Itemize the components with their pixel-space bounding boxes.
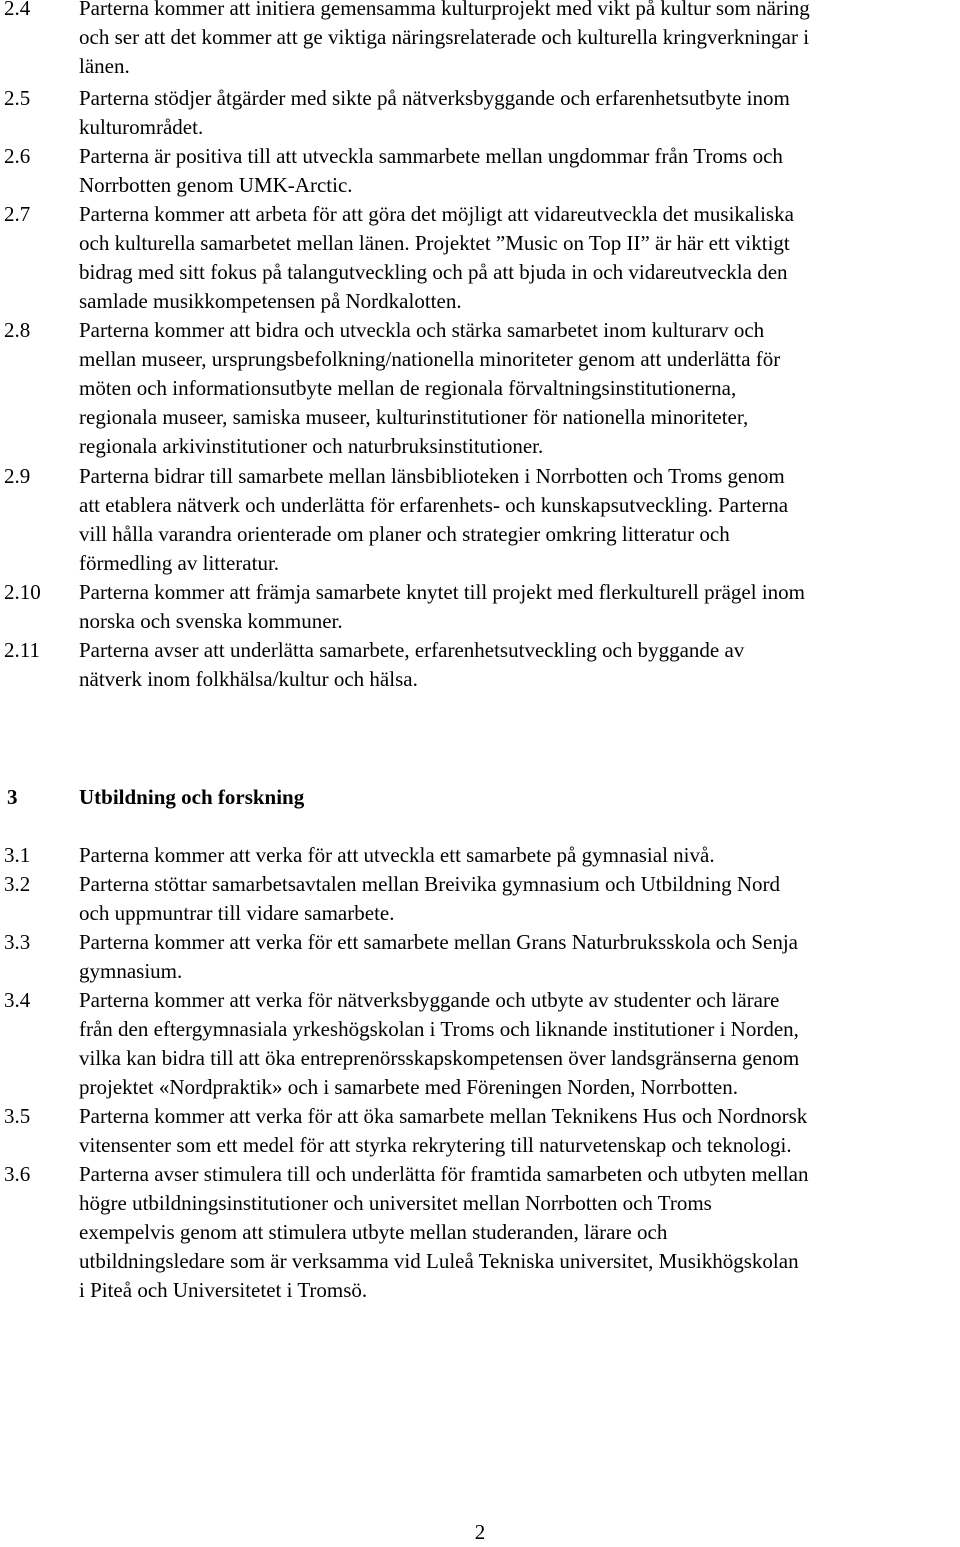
item-number: 2.5 [4, 86, 31, 110]
item-number: 2.9 [4, 464, 31, 488]
item-number: 2.10 [4, 580, 41, 604]
item-number: 3.2 [4, 872, 31, 896]
item-line: från den eftergymnasiala yrkeshögskolan i Troms och liknande institutioner i Norden, [79, 1017, 799, 1041]
item-line: nätverk inom folkhälsa/kultur och hälsa. [79, 667, 418, 691]
item-line: norska och svenska kommuner. [79, 609, 343, 633]
list-item-2-8 [0, 316, 960, 461]
item-line: Norrbotten genom UMK-Arctic. [79, 173, 353, 197]
item-line: kulturområdet. [79, 115, 204, 139]
item-line: exempelvis genom att stimulera utbyte mellan studeranden, lärare och [79, 1220, 668, 1244]
list-item-3-5 [0, 1102, 960, 1160]
item-line: Parterna kommer att främja samarbete knytet till projekt med flerkulturell prägel inom [79, 580, 805, 604]
item-line: Parterna är positiva till att utveckla sammarbete mellan ungdommar från Troms och [79, 144, 783, 168]
item-line: regionala museer, samiska museer, kulturinstitutioner för nationella minoriteter, [79, 405, 749, 429]
item-line: vill hålla varandra orienterade om planer och strategier omkring litteratur och [79, 522, 730, 546]
item-text [79, 1102, 959, 1160]
item-line: regionala arkivinstitutioner och naturbruksinstitutioner. [79, 434, 544, 458]
list-item-3-6 [0, 1160, 960, 1305]
item-number: 3.5 [4, 1104, 31, 1128]
item-text [79, 462, 959, 578]
item-line: Parterna kommer att verka för nätverksbyggande och utbyte av studenter och lärare [79, 988, 780, 1012]
item-text [79, 870, 959, 928]
item-text [79, 200, 959, 316]
item-text [79, 1160, 959, 1305]
item-line: Parterna stöttar samarbetsavtalen mellan Breivika gymnasium och Utbildning Nord [79, 872, 780, 896]
item-line: bidrag med sitt fokus på talangutveckling och på att bjuda in och vidareutveckla den [79, 260, 788, 284]
list-item-3-4 [0, 986, 960, 1102]
page-number: 2 [474, 1520, 486, 1544]
item-text [79, 841, 959, 870]
item-line: Parterna kommer att verka för att öka samarbete mellan Teknikens Hus och Nordnorsk [79, 1104, 808, 1128]
item-line: Parterna bidrar till samarbete mellan länsbiblioteken i Norrbotten och Troms genom [79, 464, 785, 488]
list-item-3-3 [0, 928, 960, 986]
item-line: Parterna avser att underlätta samarbete, erfarenhetsutveckling och byggande av [79, 638, 745, 662]
item-line: gymnasium. [79, 959, 183, 983]
item-line: att etablera nätverk och underlätta för erfarenhets- och kunskapsutveckling. Parterna [79, 493, 789, 517]
item-line: Parterna kommer att verka för att utveckla ett samarbete på gymnasial nivå. [79, 843, 715, 867]
item-text [79, 578, 959, 636]
item-line: mellan museer, ursprungsbefolkning/nationella minoriteter genom att underlätta för [79, 347, 781, 371]
list-item-2-5 [0, 84, 960, 142]
list-item-2-11 [0, 636, 960, 694]
item-line: och kulturella samarbetet mellan länen. Projektet ”Music on Top II” är här ett viktigt [79, 231, 790, 255]
list-item-3-2 [0, 870, 960, 928]
section-number: 3 [7, 785, 18, 809]
item-line: i Piteå och Universitetet i Tromsö. [79, 1278, 368, 1302]
item-number: 2.7 [4, 202, 31, 226]
item-line: Parterna kommer att bidra och utveckla och stärka samarbetet inom kulturarv och [79, 318, 765, 342]
list-item-2-7 [0, 200, 960, 316]
item-number: 3.4 [4, 988, 31, 1012]
section-title: Utbildning och forskning [79, 785, 305, 809]
list-item-2-10 [0, 578, 960, 636]
item-line: projektet «Nordpraktik» och i samarbete med Föreningen Norden, Norrbotten. [79, 1075, 738, 1099]
item-line: Parterna kommer att arbeta för att göra det möjligt att vidareutveckla det musikaliska [79, 202, 794, 226]
item-number: 3.1 [4, 843, 31, 867]
item-line: Parterna stödjer åtgärder med sikte på nätverksbyggande och erfarenhetsutbyte inom [79, 86, 790, 110]
list-item-2-4 [0, 0, 960, 81]
item-line: Parterna kommer att initiera gemensamma kulturprojekt med vikt på kultur som näring [79, 0, 810, 20]
item-number: 3.3 [4, 930, 31, 954]
item-line: utbildningsledare som är verksamma vid Luleå Tekniska universitet, Musikhögskolan [79, 1249, 799, 1273]
item-line: Parterna kommer att verka för ett samarbete mellan Grans Naturbruksskola och Senja [79, 930, 798, 954]
item-line: möten och informationsutbyte mellan de regionala förvaltningsinstitutionerna, [79, 376, 737, 400]
item-text [79, 316, 959, 461]
item-line: samlade musikkompetensen på Nordkalotten. [79, 289, 462, 313]
item-text [79, 84, 959, 142]
item-text [79, 928, 959, 986]
item-number: 2.11 [4, 638, 40, 662]
list-item-3-1 [0, 841, 960, 870]
item-line: Parterna avser stimulera till och underlätta för framtida samarbeten och utbyten mellan [79, 1162, 809, 1186]
item-line: och uppmuntrar till vidare samarbete. [79, 901, 395, 925]
item-number: 2.4 [4, 0, 31, 20]
item-line: länen. [79, 54, 130, 78]
item-text [79, 0, 959, 81]
list-item-2-9 [0, 462, 960, 578]
item-text [79, 142, 959, 200]
item-line: vitensenter som ett medel för att styrka rekrytering till naturvetenskap och teknologi. [79, 1133, 792, 1157]
item-number: 3.6 [4, 1162, 31, 1186]
item-text [79, 986, 959, 1102]
item-line: vilka kan bidra till att öka entreprenörsskapskompetensen över landsgränserna genom [79, 1046, 800, 1070]
item-text [79, 636, 959, 694]
item-number: 2.6 [4, 144, 31, 168]
item-line: och ser att det kommer att ge viktiga näringsrelaterade och kulturella kringverkningar i [79, 25, 810, 49]
item-line: förmedling av litteratur. [79, 551, 280, 575]
list-item-2-6 [0, 142, 960, 200]
item-line: högre utbildningsinstitutioner och universitet mellan Norrbotten och Troms [79, 1191, 712, 1215]
item-number: 2.8 [4, 318, 31, 342]
